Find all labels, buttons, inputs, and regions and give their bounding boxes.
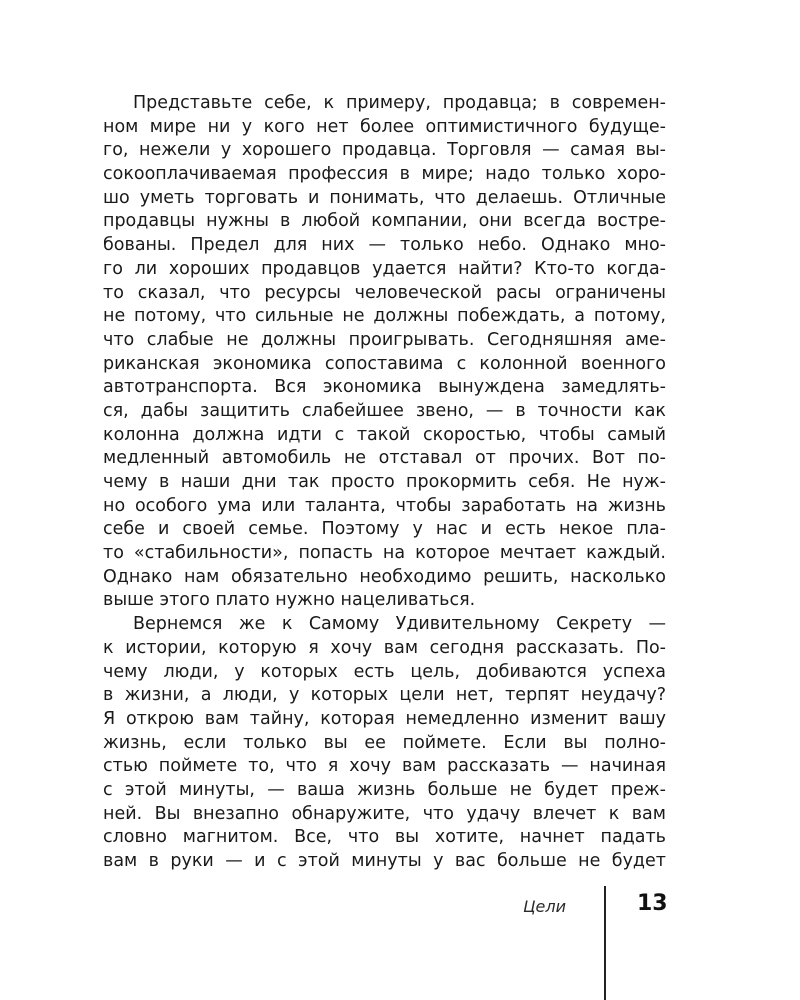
text-line: ней. Вы внезапно обнаружите, что удачу влечет к вам	[103, 803, 666, 824]
text-line: что слабые не должны проигрывать. Сегодняшняя аме-	[103, 329, 666, 350]
text-line: выше этого плато нужно нацеливаться.	[103, 590, 476, 611]
text-line: к истории, которую я хочу вам сегодня рассказать. По-	[103, 637, 666, 658]
text-line: медленный автомобиль не отставал от прочих. Вот по-	[103, 448, 666, 469]
text-line: не потому, что сильные не должны побеждать, а потому,	[103, 306, 666, 327]
paragraph-1	[103, 92, 666, 613]
text-line: стью поймете то, что я хочу вам рассказать — начиная	[103, 756, 666, 777]
text-line: Я открою вам тайну, которая немедленно изменит вашу	[103, 708, 666, 729]
footer-divider	[604, 886, 606, 1000]
text-line: себе и своей семье. Поэтому у нас и есть некое пла-	[103, 519, 666, 540]
text-line: словно магнитом. Все, что вы хотите, начнет падать	[103, 827, 666, 848]
text-line: го, нежели у хорошего продавца. Торговля — самая вы-	[103, 140, 666, 161]
text-line: ся, дабы защитить слабейшее звено, — в точности как	[103, 400, 666, 421]
text-line: в жизни, а люди, у которых цели нет, терпят неудачу?	[103, 685, 666, 706]
text-line: чему люди, у которых есть цель, добиваются успеха	[103, 661, 666, 682]
text-line: ном мире ни у кого нет более оптимистичного будуще-	[103, 116, 666, 137]
text-line: шо уметь торговать и понимать, что делаешь. Отличные	[103, 187, 666, 208]
text-line: Вернемся же к Самому Удивительному Секрету —	[133, 614, 666, 635]
text-line: с этой минуты, — ваша жизнь больше не будет преж-	[103, 779, 666, 800]
text-line: сокооплачиваемая профессия в мире; надо только хоро-	[103, 164, 666, 185]
text-line: продавцы нужны в любой компании, они всегда востре-	[103, 211, 666, 232]
text-line: бованы. Предел для них — только небо. Однако мно-	[103, 235, 666, 256]
text-line: риканская экономика сопоставима с колонной военного	[103, 353, 666, 374]
text-line: то «стабильности», попасть на которое мечтает каждый.	[103, 543, 666, 564]
text-line: вам в руки — и с этой минуты у вас больше не будет	[103, 851, 666, 871]
text-line: то сказал, что ресурсы человеческой расы ограничены	[103, 282, 666, 303]
body-text	[103, 92, 666, 874]
text-line: Представьте себе, к примеру, продавца; в современ-	[133, 93, 666, 113]
text-line: го ли хороших продавцов удается найти? Кто-то когда-	[103, 258, 666, 279]
text-line: чему в наши дни так просто прокормить себя. Не нуж-	[103, 472, 666, 492]
text-line: но особого ума или таланта, чтобы заработать на жизнь	[103, 495, 666, 516]
paragraph-2	[103, 613, 666, 874]
text-line: Однако нам обязательно необходимо решить, насколько	[103, 566, 666, 587]
running-footer-section: Цели	[523, 897, 566, 916]
text-line: автотранспорта. Вся экономика вынуждена замедлять-	[103, 377, 666, 398]
page-number: 13	[637, 891, 668, 916]
text-line: колонна должна идти с такой скоростью, чтобы самый	[103, 424, 666, 445]
text-line: жизнь, если только вы ее поймете. Если вы полно-	[103, 732, 666, 753]
